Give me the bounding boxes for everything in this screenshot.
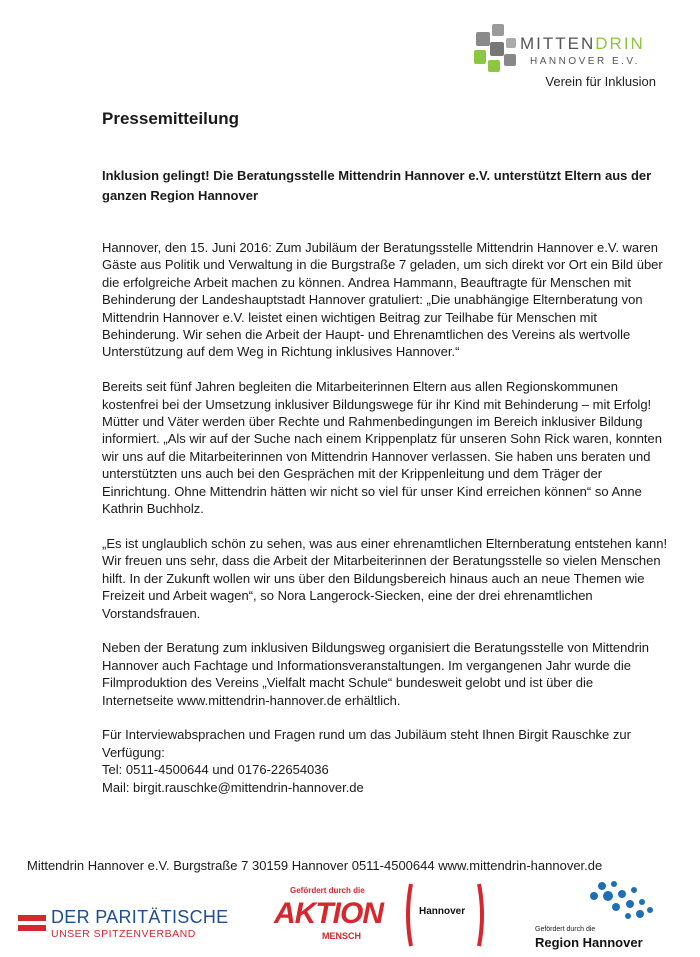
region-name: Region Hannover [535,935,643,950]
tagline: Verein für Inklusion [545,74,656,89]
aktion-mensch-word: MENSCH [322,931,362,941]
region-dots-icon [580,880,660,926]
paritaet-bars-icon [18,911,46,937]
hannover-city-logo [405,880,485,950]
logo-name-accent: DRIN [595,34,645,53]
contact-tel: Tel: 0511-4500644 und 0176-22654036 [102,762,329,778]
paragraph-4: Neben der Beratung zum inklusiven Bildungsweg organisiert die Beratungsstelle von Mittendrin Hannover auch Fachtage und Informationsveranstaltungen. Im vergangenen Jahr wurde die Filmproduktion des Vereins „Vielfalt macht Schule“ bundesweit gelobt und ist über die Internetseite www.mittendrin-hannover.de erhältlich. [102,640,650,708]
contact-block [102,726,668,796]
hannover-name: Hannover [419,906,466,917]
region-hannover-logo [530,880,670,952]
contact-mail: Mail: birgit.rauschke@mittendrin-hannover.de [102,779,364,795]
paragraph-2: Bereits seit fünf Jahren begleiten die Mitarbeiterinnen Eltern aus allen Regionskommunen kostenfrei bei der Umsetzung inklusiver Bildungswege für ihr Kind mit Behinderung – mit Erfolg! Mütter und Väter werden über Rechte und Rahmenbedingungen im Bereich inklusiver Bildung informiert. „Als wir auf der Suche nach einem Krippenplatz für unseren Sohn Rick waren, konnten wir uns auf die Mitarbeiterinnen von Mittendrin Hannover verlassen. Sie haben uns beraten und unterstützten uns auch bei den Gesprächen mit der Krippenleitung und dem Träger der Einrichtung. Ohne Mittendrin hätten wir nicht so viel für unser Kind erreichen können“ so Anne Kathrin Buchholz. [102,379,663,517]
contact-intro: Für Interviewabsprachen und Fragen rund um das Jubiläum steht Ihnen Birgit Rauschke zur Verfügung: [102,727,631,760]
puzzle-figures-icon [470,18,520,78]
paragraph-1: Hannover, den 15. Juni 2016: Zum Jubiläum der Beratungsstelle Mittendrin Hannover e.V. waren Gäste aus Politik und Verwaltung in die Burgstraße 7 geladen, um sich direkt vor Ort ein Bild über die erfolgreiche Arbeit machen zu können. Andrea Hammann, Beauftragte für Menschen mit Behinderung der Landeshauptstadt Hannover gratuliert: „Die unabhängige Elternberatung von Mittendrin Hannover e.V. leistet einen wichtigen Beitrag zur Teilhabe für Menschen mit Behinderung. Wir sehen die Arbeit der Haupt- und Ehrenamtlichen des Vereins als wertvolle Unterstützung auf dem Weg in Richtung inklusives Hannover.“ [102,240,663,360]
paritaet-subtitle: UNSER SPITZENVERBAND [51,928,196,940]
paritaet-name: DER PARITÄTISCHE [51,907,229,927]
region-funded-by: Gefördert durch die [535,926,596,933]
headline: Inklusion gelingt! Die Beratungsstelle Mittendrin Hannover e.V. unterstützt Eltern aus der ganzen Region Hannover [102,168,652,203]
footer-address: Mittendrin Hannover e.V. Burgstraße 7 30159 Hannover 0511-4500644 www.mittendrin-hannover.de [27,858,603,873]
paragraph-3: „Es ist unglaublich schön zu sehen, was aus einer ehrenamtlichen Elternberatung entstehen kann! Wir freuen uns sehr, dass die Arbeit der Mitarbeiterinnen der Beratungsstelle so vielen Menschen hilft. In der Zukunft wollen wir uns über den Bildungsbereich hinaus auch an neue Themen wie Freizeit und Arbeit wagen“, so Nora Langerock-Siecken, eine der drei ehrenamtlichen Vorstandsfrauen. [102,535,668,621]
logo-subtitle: HANNOVER E.V. [530,56,640,67]
press-body [102,239,668,796]
aktion-funded-by: Gefördert durch die [290,886,365,895]
aktion-mensch-logo [272,886,384,948]
aktion-word: AKTION [274,897,383,930]
page-title: Pressemitteilung [102,109,239,128]
paritaet-logo [18,905,243,945]
logo-name-main: MITTEN [520,34,596,53]
